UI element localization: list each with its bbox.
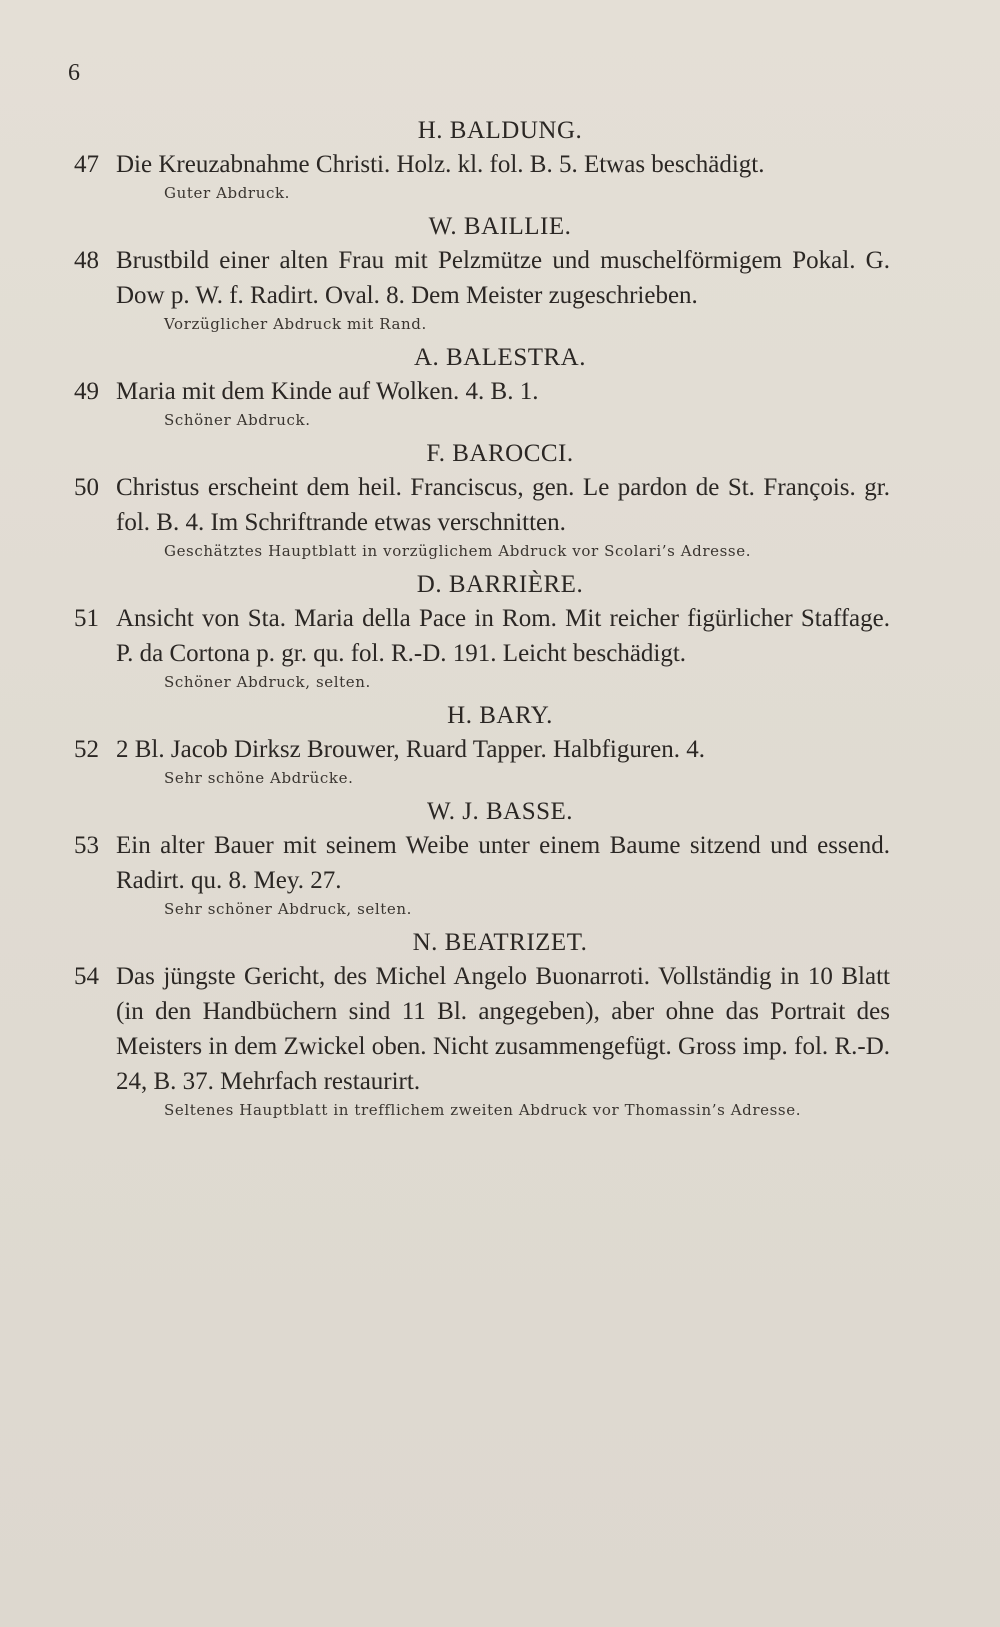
entry-number: 50 — [74, 474, 99, 501]
entry-number: 48 — [74, 247, 99, 274]
entry-number: 47 — [74, 151, 99, 178]
artist-heading: W. J. BASSE. — [426, 798, 574, 825]
artist-heading: N. BEATRIZET. — [412, 929, 588, 956]
entry-number: 54 — [74, 963, 99, 990]
catalog-entry — [74, 959, 890, 1121]
entry-number: 51 — [74, 605, 99, 632]
catalog-entry — [74, 243, 890, 335]
page-number: 6 — [68, 60, 80, 86]
artist-heading: F. BAROCCI. — [426, 440, 574, 467]
entry-description: Das jüngste Gericht, des Michel Angelo Buonarroti. Vollständig in 10 Blatt (in den Handbüchern sind 11 Bl. angegeben), aber ohne das Portrait des Meisters in dem Zwickel oben. Nicht zusammengefügt. Gross imp. fol. R.-D. 24, B. 37. Mehrfach restaurirt. — [116, 963, 890, 1095]
entry-note: Schöner Abdruck. — [164, 411, 311, 429]
catalog-content — [0, 114, 1000, 1121]
artist-heading: H. BARY. — [447, 702, 553, 729]
entry-number: 49 — [74, 378, 99, 405]
artist-heading: A. BALESTRA. — [414, 344, 586, 371]
entry-description: Christus erscheint dem heil. Franciscus, gen. Le pardon de St. François. gr. fol. B. 4. Im Schriftrande etwas verschnitten. — [116, 474, 890, 536]
entry-note: Sehr schöner Abdruck, selten. — [164, 900, 413, 918]
catalog-entry — [74, 374, 890, 431]
entry-description: Die Kreuzabnahme Christi. Holz. kl. fol. B. 5. Etwas beschädigt. — [116, 151, 765, 178]
entry-description: 2 Bl. Jacob Dirksz Brouwer, Ruard Tapper. Halbfiguren. 4. — [116, 736, 706, 763]
artist-heading: H. BALDUNG. — [417, 117, 583, 144]
artist-heading: D. BARRIÈRE. — [416, 571, 584, 598]
entry-description: Brustbild einer alten Frau mit Pelzmütze und muschelförmigem Pokal. G. Dow p. W. f. Radirt. Oval. 8. Dem Meister zugeschrieben. — [116, 247, 890, 309]
entry-note: Guter Abdruck. — [164, 184, 291, 202]
entry-number: 52 — [74, 736, 99, 763]
catalog-entry — [74, 732, 890, 789]
catalog-entry — [74, 601, 890, 693]
entry-description: Ein alter Bauer mit seinem Weibe unter einem Baume sitzend und essend. Radirt. qu. 8. Mey. 27. — [116, 832, 890, 894]
catalog-entry — [74, 828, 890, 920]
entry-note: Geschätztes Hauptblatt in vorzüglichem Abdruck vor Scolari’s Adresse. — [164, 542, 752, 560]
entry-note: Schöner Abdruck, selten. — [164, 673, 371, 691]
entry-description: Maria mit dem Kinde auf Wolken. 4. B. 1. — [116, 378, 539, 405]
catalog-entry — [74, 470, 890, 562]
entry-note: Vorzüglicher Abdruck mit Rand. — [164, 315, 427, 333]
entry-note: Seltenes Hauptblatt in trefflichem zweiten Abdruck vor Thomassin’s Adresse. — [164, 1101, 802, 1119]
entry-note: Sehr schöne Abdrücke. — [164, 769, 354, 787]
artist-heading: W. BAILLIE. — [428, 213, 572, 240]
entry-description: Ansicht von Sta. Maria della Pace in Rom. Mit reicher figürlicher Staffage. P. da Cortona p. gr. qu. fol. R.-D. 191. Leicht beschädigt. — [116, 605, 890, 667]
entry-number: 53 — [74, 832, 99, 859]
catalog-entry — [74, 147, 890, 204]
